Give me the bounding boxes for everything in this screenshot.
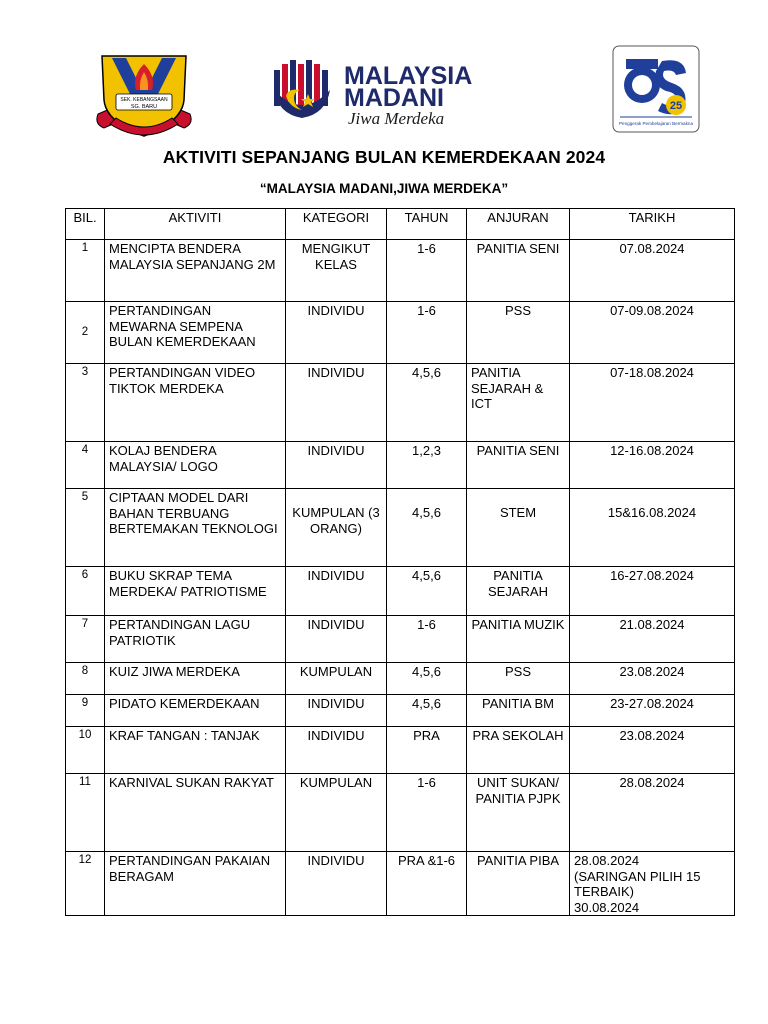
cell-tarikh: 28.08.2024 (SARINGAN PILIH 15 TERBAIK) 30.08.2024 bbox=[570, 852, 735, 916]
cell-anjuran: UNIT SUKAN/ PANITIA PJPK bbox=[467, 774, 570, 852]
cell-anjuran: PANITIA PIBA bbox=[467, 852, 570, 916]
cell-bil: 1 bbox=[66, 240, 105, 302]
cell-tarikh: 23-27.08.2024 bbox=[570, 695, 735, 727]
logo-bar bbox=[0, 0, 768, 140]
cell-kategori: MENGIKUT KELAS bbox=[286, 240, 387, 302]
cell-tarikh: 07-18.08.2024 bbox=[570, 364, 735, 442]
cell-kategori: INDIVIDU bbox=[286, 442, 387, 489]
cell-tahun: 1-6 bbox=[387, 774, 467, 852]
table-row bbox=[66, 663, 735, 695]
cell-kategori: INDIVIDU bbox=[286, 364, 387, 442]
table-row bbox=[66, 240, 735, 302]
document-subtitle: “MALAYSIA MADANI,JIWA MERDEKA” bbox=[259, 181, 509, 196]
cell-tahun: 1-6 bbox=[387, 616, 467, 663]
cell-bil: 10 bbox=[66, 727, 105, 774]
cell-bil: 11 bbox=[66, 774, 105, 852]
cell-tahun: 1-6 bbox=[387, 302, 467, 364]
cell-aktiviti: PERTANDINGAN VIDEO TIKTOK MERDEKA bbox=[105, 364, 286, 442]
cell-tarikh: 23.08.2024 bbox=[570, 663, 735, 695]
cell-tarikh: 07.08.2024 bbox=[570, 240, 735, 302]
cell-tarikh: 16-27.08.2024 bbox=[570, 567, 735, 616]
malaysia-madani-logo bbox=[268, 56, 518, 126]
cell-aktiviti: PIDATO KEMERDEKAAN bbox=[105, 695, 286, 727]
cell-aktiviti: PERTANDINGAN LAGU PATRIOTIK bbox=[105, 616, 286, 663]
header-tahun: TAHUN bbox=[387, 209, 467, 240]
table-row bbox=[66, 442, 735, 489]
header-aktiviti: AKTIVITI bbox=[105, 209, 286, 240]
cell-tahun: 4,5,6 bbox=[387, 663, 467, 695]
cell-kategori: INDIVIDU bbox=[286, 727, 387, 774]
cell-kategori: INDIVIDU bbox=[286, 852, 387, 916]
cell-aktiviti: MENCIPTA BENDERA MALAYSIA SEPANJANG 2M bbox=[105, 240, 286, 302]
table-row bbox=[66, 774, 735, 852]
cell-kategori: INDIVIDU bbox=[286, 567, 387, 616]
cell-anjuran: PANITIA SEJARAH & ICT bbox=[467, 364, 570, 442]
table-row bbox=[66, 302, 735, 364]
header-kategori: KATEGORI bbox=[286, 209, 387, 240]
document-title: AKTIVITI SEPANJANG BULAN KEMERDEKAAN 2024 bbox=[162, 147, 606, 167]
cell-bil: 4 bbox=[66, 442, 105, 489]
cell-anjuran: PSS bbox=[467, 663, 570, 695]
school-crest-text-2: SG. BARU bbox=[130, 104, 158, 110]
school-crest-text-1: SEK. KEBANGSAAN bbox=[120, 97, 168, 103]
table-row bbox=[66, 852, 735, 916]
cell-tahun: 4,5,6 bbox=[387, 567, 467, 616]
table-row bbox=[66, 567, 735, 616]
cell-bil: 7 bbox=[66, 616, 105, 663]
table-header-row bbox=[66, 209, 735, 240]
cell-tarikh: 21.08.2024 bbox=[570, 616, 735, 663]
cell-bil: 8 bbox=[66, 663, 105, 695]
header-anjuran: ANJURAN bbox=[467, 209, 570, 240]
cell-anjuran: PANITIA SENI bbox=[467, 442, 570, 489]
cell-anjuran: PANITIA SEJARAH bbox=[467, 567, 570, 616]
table-row bbox=[66, 489, 735, 567]
cell-kategori: INDIVIDU bbox=[286, 616, 387, 663]
cell-kategori: KUMPULAN bbox=[286, 663, 387, 695]
header-bil: BIL. bbox=[66, 209, 105, 240]
cell-tahun: PRA &1-6 bbox=[387, 852, 467, 916]
activities-table bbox=[65, 208, 735, 916]
madani-tagline: Jiwa Merdeka bbox=[348, 109, 445, 126]
cell-tahun: 1,2,3 bbox=[387, 442, 467, 489]
cell-bil: 12 bbox=[66, 852, 105, 916]
cell-tarikh: 12-16.08.2024 bbox=[570, 442, 735, 489]
ts25-logo bbox=[612, 45, 700, 133]
cell-anjuran: PRA SEKOLAH bbox=[467, 727, 570, 774]
cell-tahun: 4,5,6 bbox=[387, 695, 467, 727]
ts25-number: 25 bbox=[669, 100, 683, 112]
cell-tarikh: 28.08.2024 bbox=[570, 774, 735, 852]
cell-aktiviti: BUKU SKRAP TEMA MERDEKA/ PATRIOTISME bbox=[105, 567, 286, 616]
madani-line2: MADANI bbox=[344, 84, 444, 112]
cell-kategori: KUMPULAN bbox=[286, 774, 387, 852]
cell-kategori: KUMPULAN (3 ORANG) bbox=[286, 489, 387, 567]
cell-tarikh: 15&16.08.2024 bbox=[570, 489, 735, 567]
cell-bil: 2 bbox=[66, 302, 105, 364]
cell-aktiviti: CIPTAAN MODEL DARI BAHAN TERBUANG BERTEMAKAN TEKNOLOGI bbox=[105, 489, 286, 567]
cell-anjuran: STEM bbox=[467, 489, 570, 567]
cell-anjuran: PSS bbox=[467, 302, 570, 364]
cell-aktiviti: KRAF TANGAN : TANJAK bbox=[105, 727, 286, 774]
ts25-caption: Penggerak Pembelajaran Bermakna bbox=[618, 121, 694, 126]
cell-bil: 5 bbox=[66, 489, 105, 567]
cell-tahun: 1-6 bbox=[387, 240, 467, 302]
cell-tahun: 4,5,6 bbox=[387, 364, 467, 442]
cell-aktiviti: KARNIVAL SUKAN RAKYAT bbox=[105, 774, 286, 852]
cell-tarikh: 07-09.08.2024 bbox=[570, 302, 735, 364]
cell-anjuran: PANITIA SENI bbox=[467, 240, 570, 302]
cell-anjuran: PANITIA BM bbox=[467, 695, 570, 727]
cell-kategori: INDIVIDU bbox=[286, 302, 387, 364]
cell-aktiviti: KOLAJ BENDERA MALAYSIA/ LOGO bbox=[105, 442, 286, 489]
table-row bbox=[66, 616, 735, 663]
cell-bil: 9 bbox=[66, 695, 105, 727]
cell-tahun: 4,5,6 bbox=[387, 489, 467, 567]
cell-tahun: PRA bbox=[387, 727, 467, 774]
madani-line1: MALAYSIA bbox=[344, 62, 473, 90]
school-crest-logo bbox=[92, 52, 196, 144]
cell-anjuran: PANITIA MUZIK bbox=[467, 616, 570, 663]
table-row bbox=[66, 695, 735, 727]
table-row bbox=[66, 727, 735, 774]
cell-bil: 6 bbox=[66, 567, 105, 616]
cell-aktiviti: PERTANDINGAN MEWARNA SEMPENA BULAN KEMERDEKAAN bbox=[105, 302, 286, 364]
cell-tarikh: 23.08.2024 bbox=[570, 727, 735, 774]
header-tarikh: TARIKH bbox=[570, 209, 735, 240]
table-row bbox=[66, 364, 735, 442]
cell-aktiviti: KUIZ JIWA MERDEKA bbox=[105, 663, 286, 695]
cell-aktiviti: PERTANDINGAN PAKAIAN BERAGAM bbox=[105, 852, 286, 916]
cell-kategori: INDIVIDU bbox=[286, 695, 387, 727]
cell-bil: 3 bbox=[66, 364, 105, 442]
